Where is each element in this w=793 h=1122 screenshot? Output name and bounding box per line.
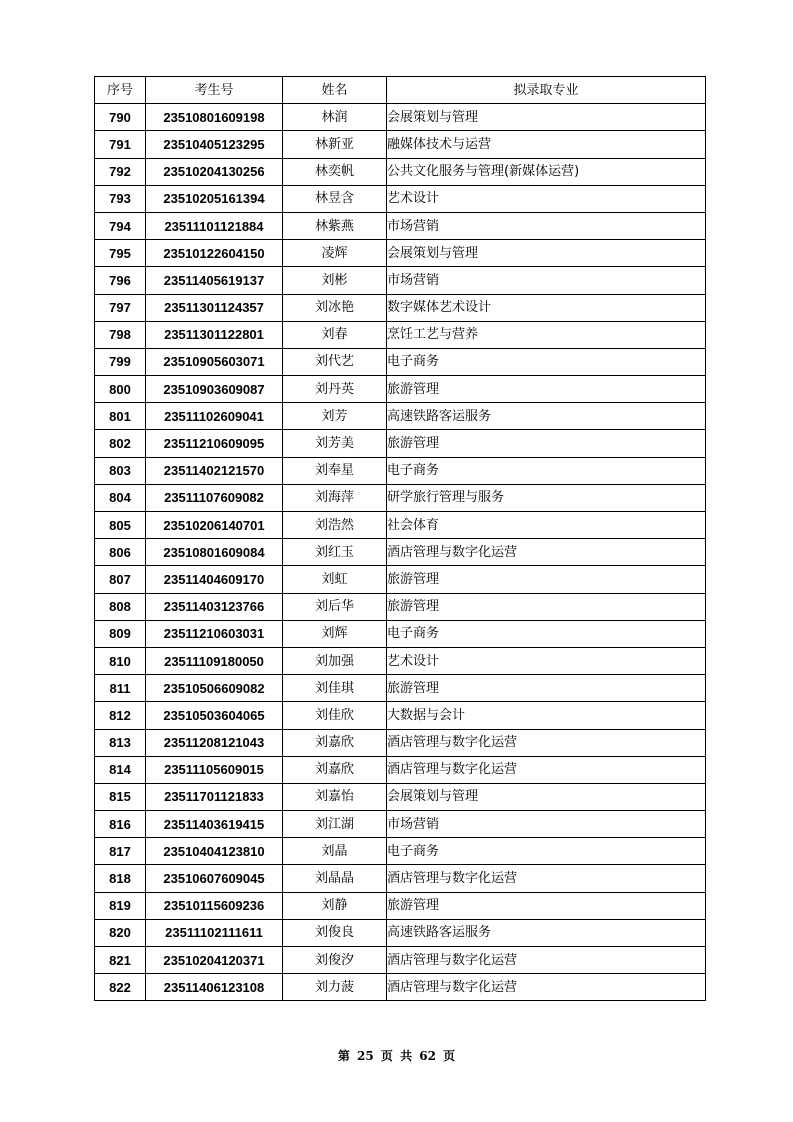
cell-major: 酒店管理与数字化运营 [387,729,706,756]
header-exam-no: 考生号 [146,77,283,104]
table-row [95,620,706,647]
page-number: 第 25 页 共 62 页 [337,1049,456,1063]
table-row [95,811,706,838]
table-row [95,294,706,321]
table-row [95,593,706,620]
cell-major: 电子商务 [387,457,706,484]
cell-seq: 815 [95,783,146,810]
cell-exam-no: 23510903609087 [146,376,283,403]
cell-major: 旅游管理 [387,675,706,702]
cell-name: 刘嘉欣 [283,756,387,783]
cell-major: 旅游管理 [387,593,706,620]
cell-seq: 800 [95,376,146,403]
table-row [95,457,706,484]
cell-exam-no: 23511107609082 [146,484,283,511]
cell-exam-no: 23510404123810 [146,838,283,865]
cell-major: 市场营销 [387,212,706,239]
cell-seq: 790 [95,104,146,131]
cell-major: 艺术设计 [387,185,706,212]
table-row [95,104,706,131]
cell-major: 数字媒体艺术设计 [387,294,706,321]
cell-major: 会展策划与管理 [387,104,706,131]
cell-name: 刘丹英 [283,376,387,403]
cell-major: 研学旅行管理与服务 [387,484,706,511]
cell-seq: 807 [95,566,146,593]
cell-exam-no: 23511210609095 [146,430,283,457]
cell-major: 会展策划与管理 [387,783,706,810]
cell-major: 艺术设计 [387,647,706,674]
cell-name: 刘海萍 [283,484,387,511]
cell-major: 电子商务 [387,348,706,375]
cell-seq: 801 [95,403,146,430]
cell-name: 刘俊良 [283,919,387,946]
cell-seq: 804 [95,484,146,511]
cell-seq: 812 [95,702,146,729]
table-row [95,240,706,267]
table-row [95,131,706,158]
cell-exam-no: 23511102609041 [146,403,283,430]
cell-name: 刘冰艳 [283,294,387,321]
cell-exam-no: 23511208121043 [146,729,283,756]
cell-exam-no: 23510115609236 [146,892,283,919]
cell-major: 高速铁路客运服务 [387,403,706,430]
cell-exam-no: 23511402121570 [146,457,283,484]
header-row [95,77,706,104]
cell-name: 刘晶 [283,838,387,865]
cell-major: 酒店管理与数字化运营 [387,756,706,783]
table-row [95,348,706,375]
cell-major: 酒店管理与数字化运营 [387,865,706,892]
cell-name: 林润 [283,104,387,131]
cell-name: 刘静 [283,892,387,919]
cell-name: 刘辉 [283,620,387,647]
cell-exam-no: 23510905603071 [146,348,283,375]
cell-major: 旅游管理 [387,892,706,919]
cell-seq: 818 [95,865,146,892]
cell-seq: 802 [95,430,146,457]
cell-name: 刘晶晶 [283,865,387,892]
cell-name: 刘芳 [283,403,387,430]
admission-table [94,76,706,1001]
cell-exam-no: 23510801609198 [146,104,283,131]
cell-major: 电子商务 [387,838,706,865]
cell-name: 刘代艺 [283,348,387,375]
cell-seq: 811 [95,675,146,702]
cell-major: 公共文化服务与管理(新媒体运营) [387,158,706,185]
cell-major: 融媒体技术与运营 [387,131,706,158]
cell-seq: 808 [95,593,146,620]
table-row [95,376,706,403]
table-row [95,267,706,294]
cell-seq: 798 [95,321,146,348]
cell-major: 酒店管理与数字化运营 [387,974,706,1001]
cell-exam-no: 23511405619137 [146,267,283,294]
table-row [95,158,706,185]
header-seq: 序号 [95,77,146,104]
table-row [95,892,706,919]
cell-name: 刘嘉怡 [283,783,387,810]
table-row [95,675,706,702]
cell-name: 刘春 [283,321,387,348]
cell-exam-no: 23511102111611 [146,919,283,946]
cell-name: 刘俊汐 [283,947,387,974]
cell-exam-no: 23510206140701 [146,512,283,539]
cell-exam-no: 23510506609082 [146,675,283,702]
table-body [95,104,706,1001]
cell-exam-no: 23511301122801 [146,321,283,348]
cell-major: 烹饪工艺与营养 [387,321,706,348]
cell-seq: 803 [95,457,146,484]
cell-name: 刘彬 [283,267,387,294]
cell-major: 会展策划与管理 [387,240,706,267]
cell-seq: 816 [95,811,146,838]
cell-name: 刘后华 [283,593,387,620]
cell-exam-no: 23510607609045 [146,865,283,892]
table-row [95,512,706,539]
cell-major: 旅游管理 [387,566,706,593]
cell-seq: 820 [95,919,146,946]
table-row [95,321,706,348]
cell-seq: 813 [95,729,146,756]
cell-name: 刘嘉欣 [283,729,387,756]
table-row [95,212,706,239]
cell-major: 社会体育 [387,512,706,539]
cell-major: 市场营销 [387,267,706,294]
table-row [95,756,706,783]
table-row [95,403,706,430]
cell-major: 大数据与会计 [387,702,706,729]
cell-name: 刘佳欣 [283,702,387,729]
header-name: 姓名 [283,77,387,104]
cell-name: 林紫燕 [283,212,387,239]
cell-exam-no: 23511105609015 [146,756,283,783]
table-row [95,484,706,511]
cell-name: 刘浩然 [283,512,387,539]
cell-name: 林奕帆 [283,158,387,185]
cell-exam-no: 23510801609084 [146,539,283,566]
cell-major: 市场营销 [387,811,706,838]
cell-seq: 819 [95,892,146,919]
table-row [95,430,706,457]
table-row [95,947,706,974]
cell-name: 刘奉星 [283,457,387,484]
table-row [95,702,706,729]
table-row [95,729,706,756]
cell-name: 林昱含 [283,185,387,212]
cell-seq: 822 [95,974,146,1001]
cell-exam-no: 23510405123295 [146,131,283,158]
cell-seq: 794 [95,212,146,239]
cell-exam-no: 23511210603031 [146,620,283,647]
cell-exam-no: 23511101121884 [146,212,283,239]
cell-exam-no: 23511403123766 [146,593,283,620]
cell-name: 刘佳琪 [283,675,387,702]
cell-major: 酒店管理与数字化运营 [387,539,706,566]
cell-exam-no: 23511109180050 [146,647,283,674]
cell-exam-no: 23510204120371 [146,947,283,974]
cell-name: 刘力菠 [283,974,387,1001]
cell-seq: 796 [95,267,146,294]
cell-name: 刘江湖 [283,811,387,838]
cell-seq: 793 [95,185,146,212]
cell-seq: 792 [95,158,146,185]
table-row [95,647,706,674]
cell-name: 凌辉 [283,240,387,267]
cell-exam-no: 23510205161394 [146,185,283,212]
cell-exam-no: 23511406123108 [146,974,283,1001]
cell-seq: 817 [95,838,146,865]
table-row [95,539,706,566]
cell-seq: 806 [95,539,146,566]
cell-exam-no: 23511404609170 [146,566,283,593]
cell-seq: 799 [95,348,146,375]
cell-exam-no: 23511301124357 [146,294,283,321]
cell-name: 刘加强 [283,647,387,674]
cell-seq: 795 [95,240,146,267]
admission-list [94,76,705,1001]
cell-major: 电子商务 [387,620,706,647]
cell-exam-no: 23510204130256 [146,158,283,185]
cell-major: 旅游管理 [387,376,706,403]
cell-major: 酒店管理与数字化运营 [387,947,706,974]
table-row [95,783,706,810]
cell-exam-no: 23511403619415 [146,811,283,838]
cell-seq: 809 [95,620,146,647]
cell-exam-no: 23510122604150 [146,240,283,267]
cell-major: 高速铁路客运服务 [387,919,706,946]
cell-name: 刘芳美 [283,430,387,457]
cell-name: 林新亚 [283,131,387,158]
cell-seq: 791 [95,131,146,158]
cell-seq: 810 [95,647,146,674]
cell-name: 刘红玉 [283,539,387,566]
cell-major: 旅游管理 [387,430,706,457]
cell-exam-no: 23511701121833 [146,783,283,810]
cell-exam-no: 23510503604065 [146,702,283,729]
table-row [95,838,706,865]
cell-name: 刘虹 [283,566,387,593]
table-row [95,865,706,892]
cell-seq: 805 [95,512,146,539]
table-row [95,974,706,1001]
cell-seq: 814 [95,756,146,783]
table-row [95,185,706,212]
table-row [95,566,706,593]
header-major: 拟录取专业 [387,77,706,104]
cell-seq: 797 [95,294,146,321]
table-row [95,919,706,946]
cell-seq: 821 [95,947,146,974]
